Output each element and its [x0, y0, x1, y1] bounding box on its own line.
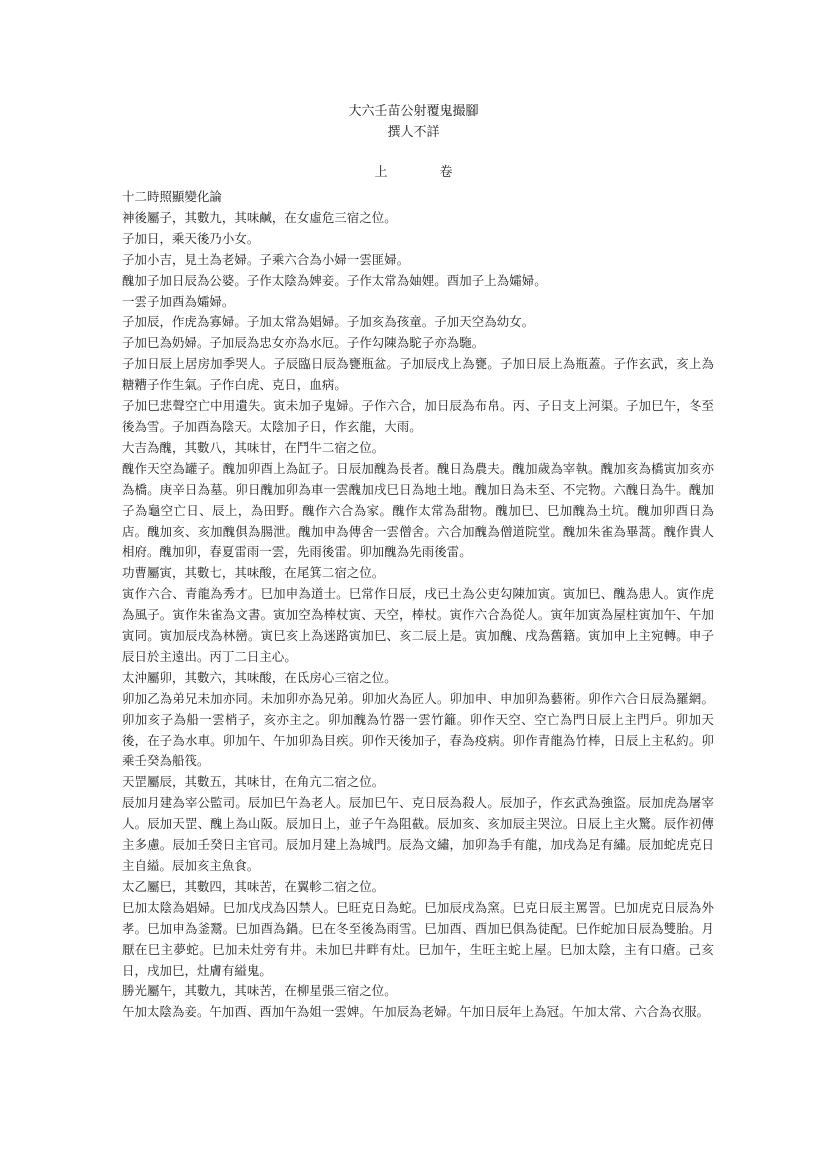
- paragraph: 子加巳為奶婦。子加辰為忠女亦為水厄。子作勾陳為駝子亦為駞。: [122, 335, 485, 351]
- volume-right: 卷: [439, 165, 453, 180]
- paragraph: 醜加子加日辰為公婆。子作太陰為婢妾。子作太常為妯娌。酉加子上為孀婦。: [122, 272, 547, 288]
- document-author: 撰人不詳: [387, 125, 440, 140]
- paragraph: 子加日辰上居房加季哭人。子辰臨日辰為甕瓶盆。子加辰戌上為甕。子加日辰上為瓶蓋。子作玄武，亥上為糖糟子作生氣。子作白虎、克日，血病。: [122, 356, 714, 393]
- paragraph: 天罡屬辰，其數五，其味甘，在角亢二宿之位。: [122, 774, 385, 790]
- section-heading: 十二時照顯變化論: [122, 189, 222, 204]
- paragraph: 子加巳悲聲空亡中用遺失。寅未加子鬼婦。子作六合，加日辰為布帛。丙、子日支上河渠。子加巳午，冬至後為雪。子加酉為陰天。太陰加子日，作玄龍，大雨。: [122, 398, 714, 434]
- paragraph: 子加辰，作虎為寡婦。子加太常為娼婦。子加亥為孩童。子加天空為幼女。: [122, 314, 535, 330]
- paragraph: 卯加乙為弟兄未加亦同。未加卯亦為兄弟。卯加火為匠人。卯加申、申加卯為藝術。卯作六合日辰為羅網。卯加亥子為船一雲梢子，亥亦主之。卯加醜為竹器一雲竹籬。卯作天空、空亡為門日辰上主門戶。卯加天後，在子為水車。卯加午、午加卯為目疾。卯作天後加子，春為疫病。卯作青龍為竹棒，日辰上主私約。卯乘壬癸為船筏。: [122, 690, 714, 769]
- document-body: [122, 187, 714, 1023]
- paragraph: 寅作六合、青龍為秀才。巳加申為道士。巳常作日辰，戌已土為公吏勾陳加寅。寅加巳、醜為患人。寅作虎為風子。寅作朱雀為文書。寅加空為棒杖寅、天空，棒杖。寅作六合為從人。寅年加寅為屋柱寅加午、午加寅同。寅加辰戌為林巒。寅巳亥上為迷路寅加巳、亥二辰上是。寅加醜、戌為舊籍。寅加申上主宛轉。申子辰日於主遠出。丙丁二日主心。: [122, 586, 714, 664]
- paragraph: 子加小吉，見土為老婦。子乘六合為小婦一雲匪婦。: [122, 251, 410, 267]
- document-title: 大六壬苗公射覆鬼撮腳: [348, 104, 479, 119]
- paragraph: 一雲子加酉為孀婦。: [122, 293, 235, 309]
- paragraph: 子加日，乘天後乃小女。: [122, 230, 260, 246]
- paragraph: 大吉為醜，其數八，其味甘，在鬥牛二宿之位。: [122, 439, 385, 455]
- paragraph: 巳加太陰為娼婦。巳加戊戌為囚禁人。巳旺克日為蛇。巳加辰戌為窯。巳克日辰主罵詈。巳加虎克日辰為外孝。巳加申為釜鬵。巳加酉為鍋。巳在冬至後為雨雪。巳加酉、酉加巳俱為徒配。巳作蛇加日辰為雙胎。月厭在巳主夢蛇。巳加未灶旁有井。未加巳井畔有灶。巳加午，生旺主蛇上屋。巳加太陰，主有口瘡。己亥日，戌加巳，灶膚有縊鬼。: [122, 899, 714, 978]
- paragraph: 辰加月建為宰公監司。辰加巳午為老人。辰加巳午、克日辰為殺人。辰加子，作玄武為強盜。辰加虎為屠宰人。辰加天罡、醜上為山阪。辰加日上，並子午為阻截。辰加亥、亥加辰主哭泣。日辰上主火驚。辰作初傳主多慮。辰加壬癸日主官司。辰加月建上為城門。辰為文繡，加卯為手有龍，加戌為足有繡。辰加蛇虎克日主自縊。辰加亥主魚食。: [122, 795, 714, 873]
- paragraph: 太沖屬卯，其數六，其味酸，在氐房心三宿之位。: [122, 669, 397, 685]
- volume-left: 上: [374, 165, 388, 180]
- paragraph: 功曹屬寅，其數七，其味酸，在尾箕二宿之位。: [122, 565, 385, 581]
- paragraph: 午加太陰為妾。午加酉、酉加午為姐一雲婢。午加辰為老婦。午加日辰年上為冠。午加太常、六合為衣服。: [122, 1004, 710, 1020]
- paragraph: 太乙屬巳，其數四，其味苦，在翼軫二宿之位。: [122, 878, 385, 894]
- paragraph: 醜作天空為罐子。醜加卯酉上為缸子。日辰加醜為長者。醜日為農夫。醜加歲為宰執。醜加亥為橋寅加亥亦為橋。庚辛日為墓。卯日醜加卯為車一雲醜加戌巳日為地土地。醜加日為未至、不完物。六醜日為牛。醜加子為龜空亡日、辰上，為田野。醜作六合為家。醜作太常為甜物。醜加巳、巳加醜為土坑。醜加卯酉日為店。醜加亥、亥加醜俱為腸泄。醜加申為傳舍一雲僧舍。六合加醜為僧道院堂。醜加朱雀為畢蒿。醜作貴人相府。醜加卯，春夏雷雨一雲，先雨後雷。卯加醜為先雨後雷。: [122, 460, 714, 560]
- paragraph: 勝光屬午，其數九，其味苦，在柳星張三宿之位。: [122, 983, 397, 999]
- volume-heading: [0, 165, 827, 181]
- paragraph: 神後屬子，其數九，其味鹹，在女虛危三宿之位。: [122, 209, 397, 225]
